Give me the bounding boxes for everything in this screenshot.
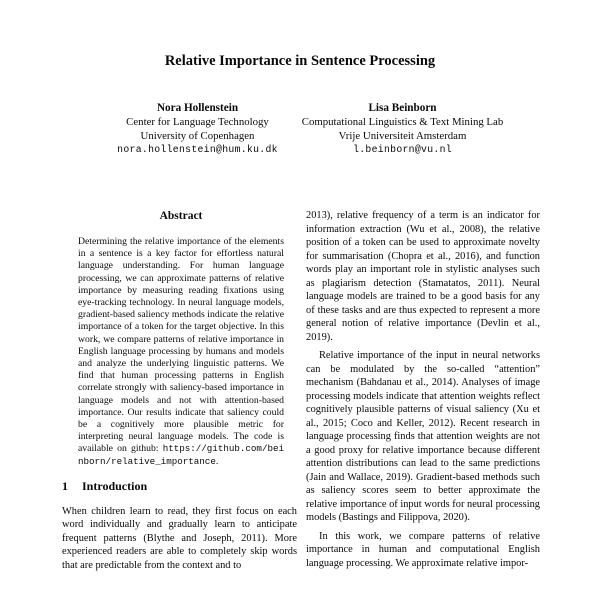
paper-title: Relative Importance in Sentence Processing [164, 53, 436, 69]
author-1-affiliation-line2: University of Copenhagen [140, 130, 255, 142]
abstract-section [62, 209, 297, 468]
author-2-affiliation-line2: Vrije Universiteit Amsterdam [338, 130, 467, 142]
right-column-paragraph-1: 2013), relative frequency of a term is an indicator for information extraction (Wu et al., 2008), the relative position of a token can be used to approximate novelty for summarisation (Chopra et al., 2016), and function words play an important role in stylistic analyses such as plagiarism detection (Stamatatos, 2011). Neural language models are trained to be a good basis for any of these tasks and are thus expected to represent a more general notion of relative importance (Devlin et al., 2019). [306, 210, 540, 343]
author-2-affiliation-line1: Computational Linguistics & Text Mining Lab [301, 116, 504, 128]
abstract-text [78, 236, 284, 468]
author-1 [95, 101, 300, 157]
right-column-paragraph-3: In this work, we compare patterns of relative importance in human and computational English language processing. We approximate relative impor- [306, 530, 540, 569]
section-1-number: 1 [62, 478, 68, 493]
author-block [0, 101, 600, 157]
introduction-paragraph: When children learn to read, they first focus on each word individually and gradually learn to anticipate frequent patterns (Blythe and Joseph, 2011). More experienced readers are able to completely skip words that are predictable from the context and to [62, 505, 297, 571]
author-2-email: l.beinborn@vu.nl [353, 144, 452, 155]
section-1-heading [62, 479, 297, 494]
section-1-title: Introduction [82, 478, 148, 493]
two-column-body [62, 209, 540, 572]
code-repository-link[interactable]: https://github.com/beinborn/relative_importance [78, 443, 284, 467]
abstract-closing-period: . [215, 455, 219, 467]
abstract-heading: Abstract [159, 210, 203, 222]
author-2-name: Lisa Beinborn [368, 102, 437, 114]
author-1-email: nora.hollenstein@hum.ku.dk [117, 144, 278, 155]
right-column [306, 209, 540, 572]
right-column-paragraph-2: Relative importance of the input in neural networks can be modulated by the so-called “attention” mechanism (Bahdanau et al., 2014). Analyses of image processing models indicate that attention weights reflect cognitively plausible patterns of visual saliency (Xu et al., 2015; Coco and Keller, 2012). Recent research in language processing finds that attention weights are not a good proxy for relative importance because different attention distributions can lead to the same predictions (Jain and Wallace, 2019). Gradient-based methods such as saliency scores seem to better approximate the relative importance of input words for neural processing models (Bastings and Filippova, 2020). [306, 350, 541, 523]
left-column [62, 209, 297, 572]
author-1-affiliation-line1: Center for Language Technology [126, 116, 269, 128]
author-2 [300, 101, 505, 157]
author-1-name: Nora Hollenstein [156, 102, 239, 114]
abstract-body-text: Determining the relative importance of the elements in a sentence is a key factor for effortless natural language understanding. For human language processing, we can approximate patterns of relative importance by measuring reading fixations using eye-tracking technology. In neural language models, gradient-based saliency methods indicate the relative importance of a token for the target objective. In this work, we compare patterns of relative importance in English language processing by humans and models and analyze the underlying linguistic patterns. We find that human processing patterns in English correlate strongly with saliency-based importance in language models and not with attention-based importance. Our results indicate that saliency could be a cognitively more plausible metric for interpreting neural language models. The code is available on github: [78, 236, 284, 455]
